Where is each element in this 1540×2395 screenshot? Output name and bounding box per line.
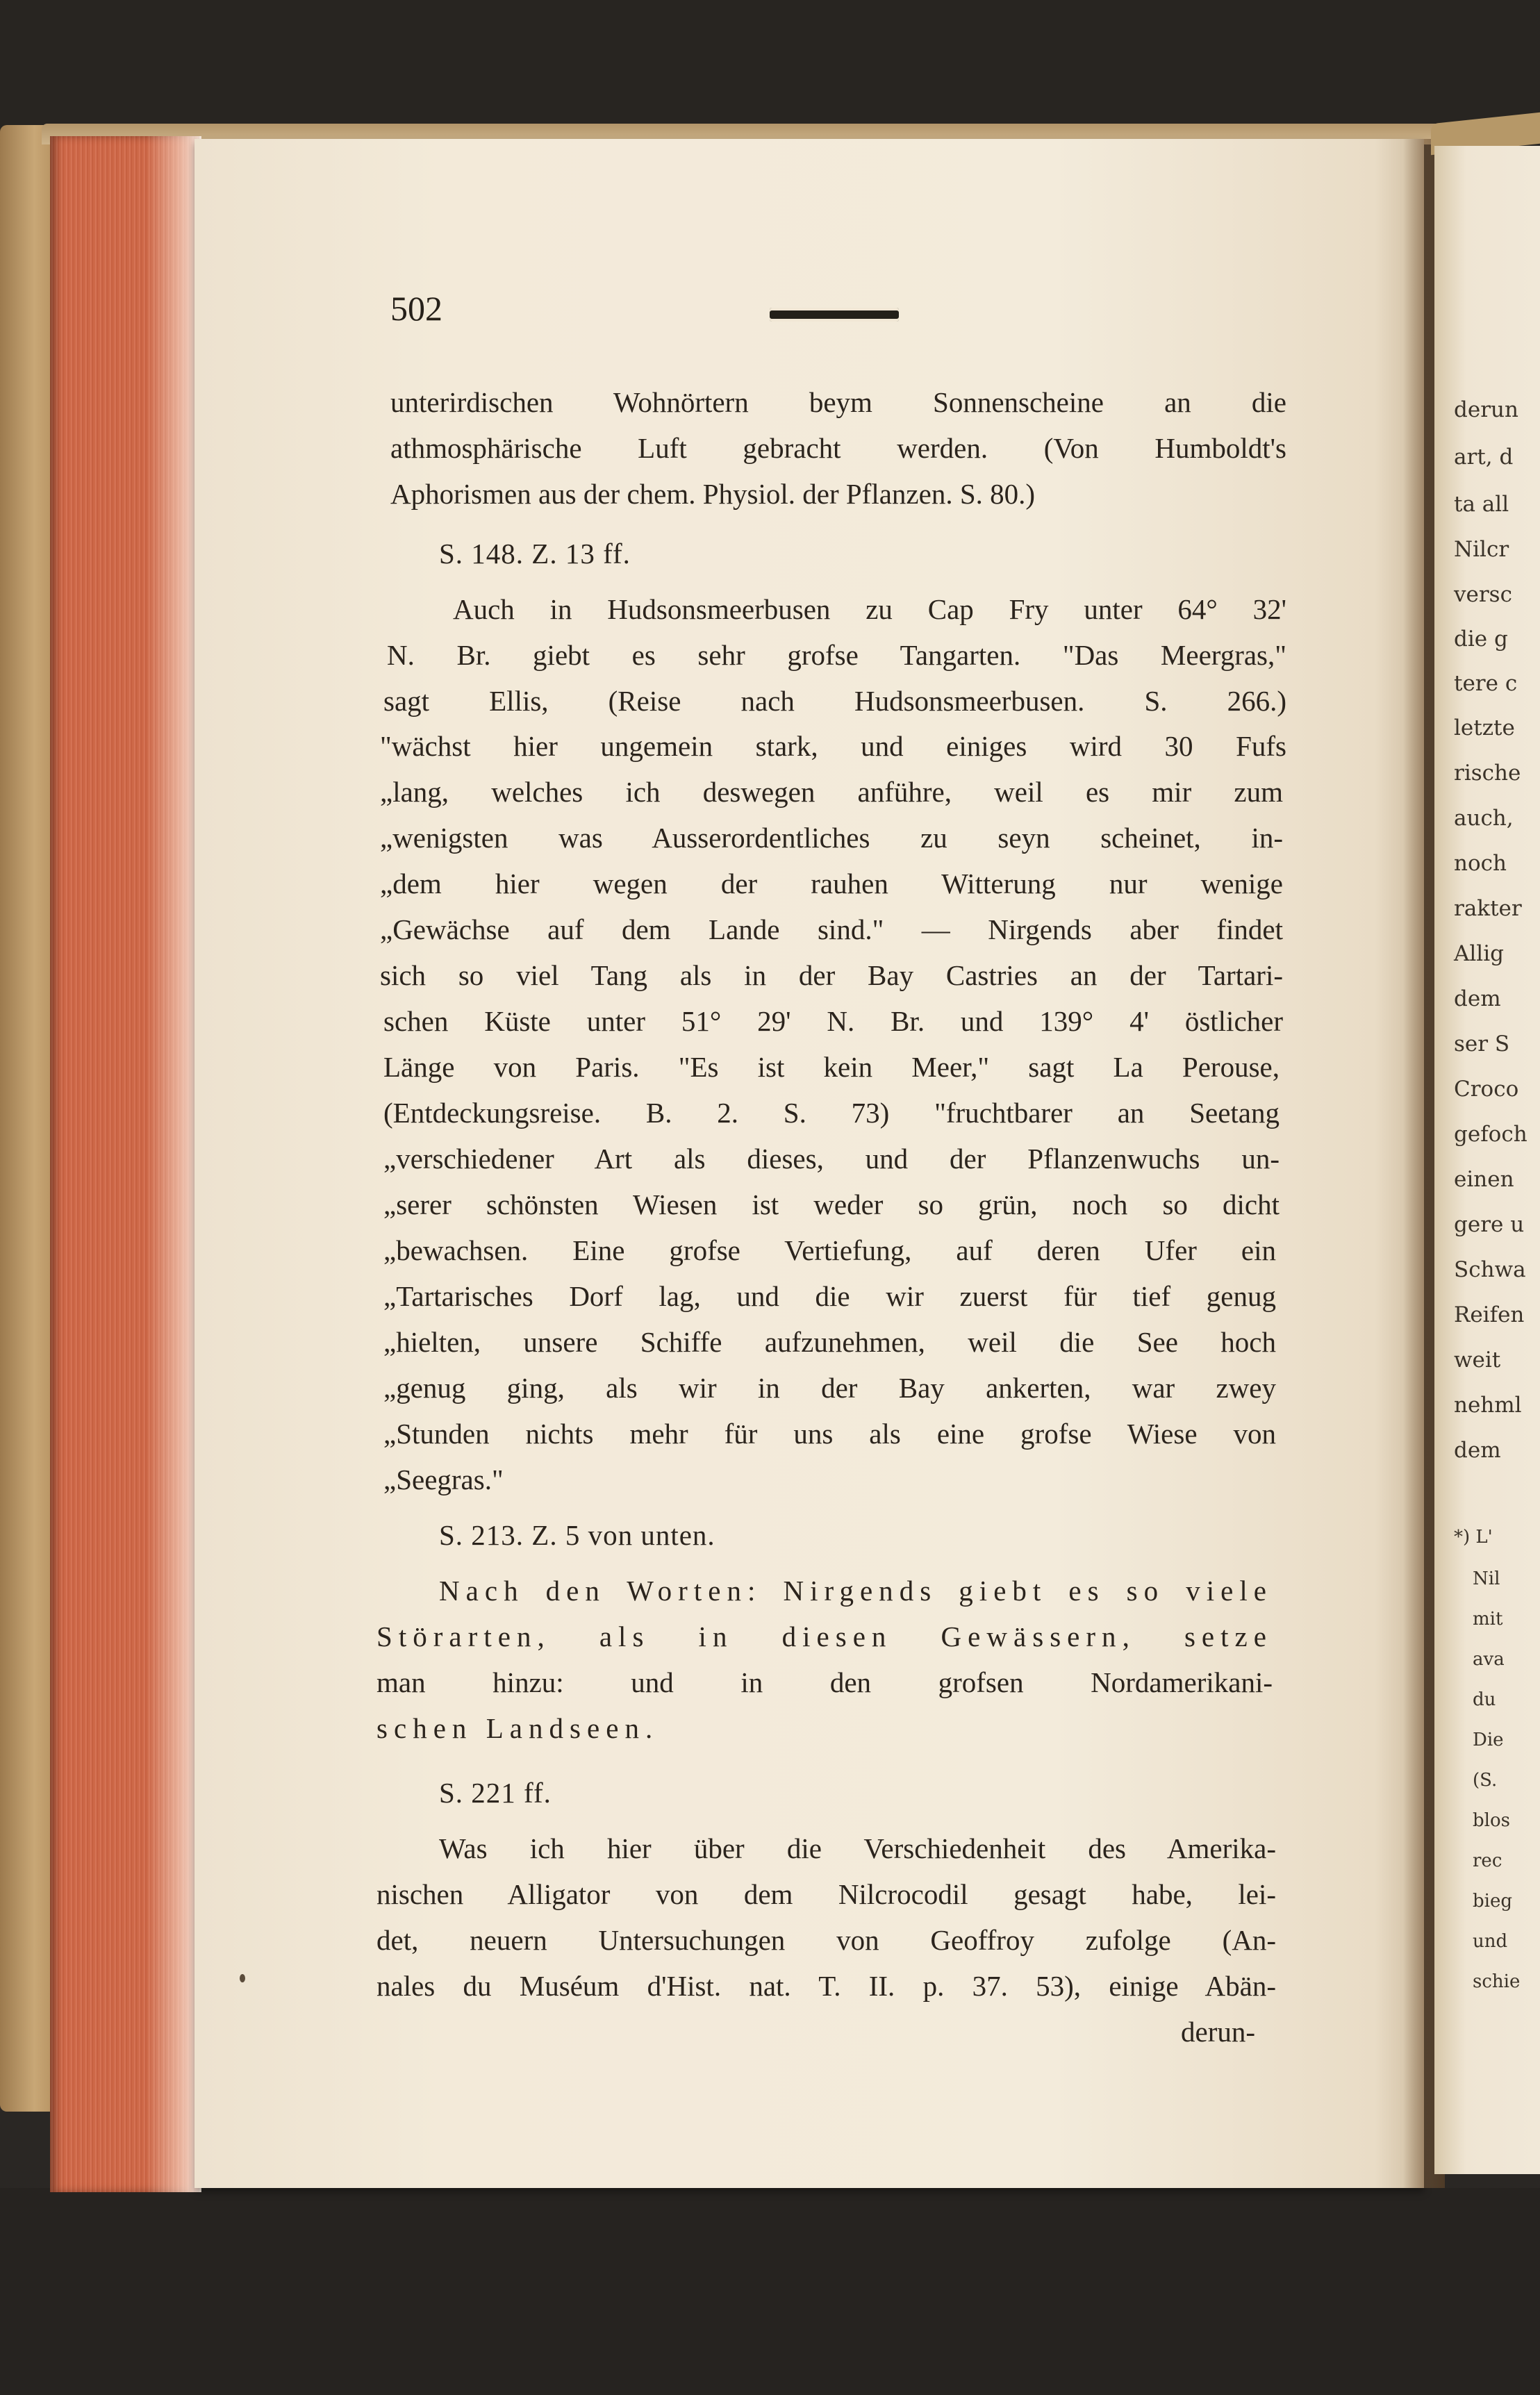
facing-fragment: ser S xyxy=(1454,1031,1510,1056)
facing-fragment: nehml xyxy=(1454,1393,1522,1418)
text-line: unterirdischen Wohnörtern beym Sonnenscheine an die xyxy=(390,386,1286,418)
facing-fragment: weit xyxy=(1454,1348,1501,1373)
text-line: schen Küste unter 51° 29' N. Br. und 139° 4' östlicher xyxy=(383,1005,1283,1037)
section-reference: S. 221 ff. xyxy=(439,1777,552,1809)
background-bottom xyxy=(0,2188,1540,2395)
facing-footnote-fragment: (S. xyxy=(1473,1770,1498,1791)
text-line: „dem hier wegen der rauhen Witterung nur wenige xyxy=(380,868,1283,900)
text-line: Nach den Worten: Nirgends giebt es so viele xyxy=(439,1575,1273,1607)
page-number: 502 xyxy=(390,289,442,328)
section-reference: S. 148. Z. 13 ff. xyxy=(439,538,631,570)
text-line: (Entdeckungsreise. B. 2. S. 73) "fruchtbarer an Seetang xyxy=(383,1097,1280,1129)
facing-fragment: einen xyxy=(1454,1167,1514,1192)
text-line: nischen Alligator von dem Nilcrocodil gesagt habe, lei- xyxy=(376,1878,1276,1910)
text-line: Aphorismen aus der chem. Physiol. der Pflanzen. S. 80.) xyxy=(390,478,1036,510)
facing-fragment: gere u xyxy=(1454,1212,1525,1237)
facing-fragment: rakter xyxy=(1454,896,1522,921)
facing-footnote-fragment: Die xyxy=(1473,1730,1504,1750)
section-reference: S. 213. Z. 5 von unten. xyxy=(439,1519,715,1551)
text-line: „lang, welches ich deswegen anführe, weil es mir zum xyxy=(380,776,1283,808)
text-line: schen Landseen. xyxy=(376,1712,659,1744)
facing-footnote-fragment: und xyxy=(1473,1931,1508,1952)
text-line: nales du Muséum d'Hist. nat. T. II. p. 37. 53), einige Abän- xyxy=(376,1970,1276,2002)
text-line: „verschiedener Art als dieses, und der Pflanzenwuchs un- xyxy=(383,1143,1280,1175)
facing-footnote-fragment: bieg xyxy=(1473,1891,1512,1912)
facing-fragment: dem xyxy=(1454,986,1501,1011)
text-line: sagt Ellis, (Reise nach Hudsonsmeerbusen. S. 266.) xyxy=(383,685,1286,717)
text-line: Länge von Paris. "Es ist kein Meer," sagt La Perouse, xyxy=(383,1051,1280,1083)
facing-page xyxy=(1434,146,1540,2174)
facing-fragment: Schwa xyxy=(1454,1257,1526,1282)
text-line: N. Br. giebt es sehr grofse Tangarten. "Das Meergras," xyxy=(387,639,1286,671)
page-edges-sheen xyxy=(146,136,201,2192)
facing-fragment: Nilcr xyxy=(1454,537,1509,562)
facing-footnote-fragment: *) L' xyxy=(1454,1527,1493,1548)
facing-footnote-fragment: rec xyxy=(1473,1850,1502,1871)
facing-footnote-fragment: blos xyxy=(1473,1810,1510,1831)
facing-fragment: tere c xyxy=(1454,671,1518,696)
background-top xyxy=(0,0,1540,139)
facing-fragment: derun xyxy=(1454,397,1518,422)
facing-fragment: art, d xyxy=(1454,445,1514,470)
facing-footnote-fragment: mit xyxy=(1473,1609,1503,1630)
facing-fragment: Reifen xyxy=(1454,1302,1525,1327)
header-rule xyxy=(770,308,899,322)
text-line: sich so viel Tang als in der Bay Castries an der Tartari- xyxy=(380,959,1283,991)
facing-fragment: noch xyxy=(1454,851,1507,876)
text-line: „hielten, unsere Schiffe aufzunehmen, weil die See hoch xyxy=(383,1326,1276,1358)
facing-fragment: ta all xyxy=(1454,492,1509,517)
text-line: man hinzu: und in den grofsen Nordamerikani- xyxy=(376,1666,1273,1698)
text-line: „wenigsten was Ausserordentliches zu seyn scheinet, in- xyxy=(380,822,1283,854)
catchword: derun- xyxy=(1181,2016,1256,2048)
text-line: „Stunden nichts mehr für uns als eine grofse Wiese von xyxy=(383,1418,1276,1450)
text-line: „Tartarisches Dorf lag, und die wir zuerst für tief genug xyxy=(383,1280,1276,1312)
facing-fragment: Allig xyxy=(1454,941,1504,966)
facing-fragment: letzte xyxy=(1454,715,1515,740)
text-line: Störarten, als in diesen Gewässern, setze xyxy=(376,1621,1273,1652)
facing-footnote-fragment: ava xyxy=(1473,1649,1505,1670)
text-line: „Gewächse auf dem Lande sind." — Nirgends aber findet xyxy=(380,913,1283,945)
paper-fleck xyxy=(240,1974,245,1982)
facing-footnote-fragment: Nil xyxy=(1473,1568,1500,1589)
text-line: „serer schönsten Wiesen ist weder so grün, noch so dicht xyxy=(383,1188,1280,1220)
text-line: athmosphärische Luft gebracht werden. (Von Humboldt's xyxy=(390,432,1286,464)
facing-fragment: die g xyxy=(1454,627,1508,652)
facing-fragment: Croco xyxy=(1454,1077,1519,1102)
text-line: „genug ging, als wir in der Bay ankerten, war zwey xyxy=(383,1372,1276,1404)
text-line: „Seegras." xyxy=(383,1464,504,1495)
facing-footnote-fragment: schie xyxy=(1473,1971,1521,1992)
text-line: "wächst hier ungemein stark, und einiges wird 30 Fufs xyxy=(380,730,1286,762)
text-line: „bewachsen. Eine grofse Vertiefung, auf deren Ufer ein xyxy=(383,1234,1276,1266)
facing-fragment: versc xyxy=(1454,582,1512,607)
facing-fragment: auch, xyxy=(1454,806,1514,831)
facing-fragment: gefoch xyxy=(1454,1122,1527,1147)
text-line: Was ich hier über die Verschiedenheit des Amerika- xyxy=(439,1832,1276,1864)
text-line: det, neuern Untersuchungen von Geoffroy zufolge (An- xyxy=(376,1924,1276,1956)
facing-fragment: dem xyxy=(1454,1438,1501,1463)
facing-footnote-fragment: du xyxy=(1473,1689,1496,1710)
facing-fragment: rische xyxy=(1454,761,1521,786)
text-line: Auch in Hudsonsmeerbusen zu Cap Fry unter 64° 32' xyxy=(453,593,1286,625)
